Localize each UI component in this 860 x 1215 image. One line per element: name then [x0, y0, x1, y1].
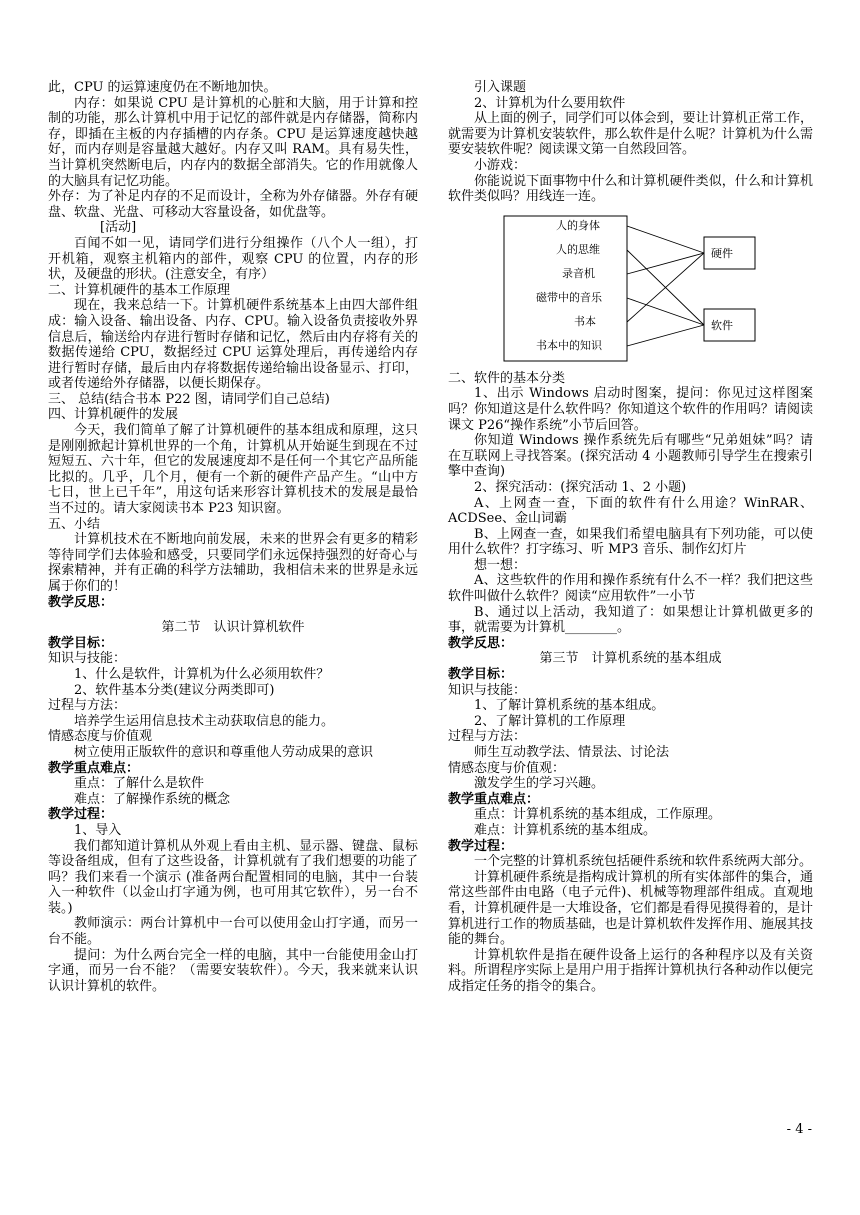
paragraph: 教学过程：: [48, 807, 114, 823]
paragraph: 重点：计算机系统的基本组成，工作原理。: [474, 807, 722, 823]
paragraph: 小游戏：: [474, 157, 527, 173]
paragraph: 教学目标：: [448, 667, 514, 683]
item-book: 书本: [574, 314, 596, 328]
paragraph: 1、出示 Windows 启动时图案，提问：你见过这样图案吗？你知道这是什么软件吗？你知道这个软件的作用吗？请阅读课文 P26“操作系统”小节后回答。: [448, 386, 813, 433]
paragraph: 2、了解计算机的工作原理: [474, 713, 626, 729]
paragraph: 现在，我来总结一下。计算机硬件系统基本上由四大部件组成：输入设备、输出设备、内存、CPU。输入设备负责接收外界信息后，输送给内存进行暂时存储和记忆，然后由内存将有关的数据传递给 CPU，数据经过 CPU 运算处理后，再传递给内存进行暂时存储，最后由内存将数据传递给输出设备显示、打印，或者传递给外存储器，以便长期保存。: [48, 298, 418, 392]
paragraph: 重点：了解什么是软件: [74, 776, 205, 792]
paragraph: 外存：为了补足内存的不足而设计，全称为外存储器。外存有硬盘、软盘、光盘、可移动大容量设备，如优盘等。: [48, 189, 418, 220]
paragraph: 2、计算机为什么要用软件: [474, 95, 626, 111]
paragraph: 难点：计算机系统的基本组成。: [474, 822, 657, 838]
paragraph: 2、探究活动：(探究活动 1、2 小题): [474, 479, 687, 495]
paragraph: 1、什么是软件，计算机为什么必须用软件？: [74, 666, 330, 682]
paragraph: 师生互动教学法、情景法、讨论法: [474, 745, 670, 760]
paragraph: 1、导入: [74, 822, 122, 838]
paragraph: 教学目标：: [48, 635, 114, 651]
paragraph: B、上网查一查，如果我们希望电脑具有下列功能，可以使用什么软件？打字练习、听 MP3 音乐、制作幻灯片: [448, 526, 813, 558]
paragraph: 百闻不如一见，请同学们进行分组操作（八个人一组），打开机箱，观察主机箱内的部件，观察 CPU 的位置，内存的形状，及硬盘的形状。(注意安全，有序）: [48, 235, 418, 283]
item-human-mind: 人的思维: [556, 242, 600, 256]
item-book-knowledge: 书本中的知识: [536, 338, 602, 352]
paragraph: 教学重点难点：: [448, 791, 540, 807]
paragraph: 过程与方法：: [48, 698, 127, 714]
target-software: 软件: [711, 318, 733, 332]
item-recorder: 录音机: [562, 266, 595, 280]
paragraph: 二、软件的基本分类: [448, 370, 566, 386]
paragraph: 四、计算机硬件的发展: [48, 407, 179, 423]
matching-diagram: [503, 215, 758, 363]
paragraph: 提问：为什么两台完全一样的电脑，其中一台能使用金山打字通，而另一台不能？（需要安装软件）。今天，我来就来认识认识计算机的软件。: [48, 947, 418, 994]
paragraph: 想一想：: [474, 557, 527, 573]
paragraph: 三、 总结(结合书本 P22 图，请同学们自己总结): [48, 391, 330, 407]
paragraph: 教学反思：: [448, 635, 514, 651]
right-top-text: [448, 80, 813, 205]
paragraph: 第二节 认识计算机软件: [161, 620, 305, 636]
paragraph: 我们都知道计算机从外观上看由主机、显示器、键盘、鼠标等设备组成，但有了这些设备，计算机就有了我们想要的功能了吗？我们来看一个演示 (准备两台配置相同的电脑，其中一台装入一种软件（以金山打字通为例，也可用其它软件），另一台不装。): [48, 838, 418, 916]
paragraph: 第三节 计算机系统的基本组成: [539, 651, 722, 667]
paragraph: 从上面的例子，同学们可以体会到，要让计算机正常工作，就需要为计算机安装软件，那么软件是什么呢？计算机为什么需要安装软件呢？阅读课文第一自然段回答。: [448, 111, 813, 158]
match-line: [627, 325, 704, 346]
right-bottom-text: [448, 371, 813, 995]
paragraph: 内存：如果说 CPU 是计算机的心脏和大脑，用于计算和控制的功能，那么计算机中用于记忆的部件就是内存储器，简称内存，即插在主板的内存插槽的内存条。CPU 是运算速度越快越好，而内存则是容量越大越好。内存又叫 RAM。具有易失性，当计算机突然断电后，内存内的数据全部消失。它的作用就像人的大脑具有记忆功能。: [48, 95, 418, 189]
paragraph: 1、了解计算机系统的基本组成。: [474, 698, 665, 714]
paragraph: 情感态度与价值观：: [448, 760, 566, 776]
paragraph: 五、小结: [48, 516, 101, 532]
target-hardware: 硬件: [711, 246, 733, 260]
left-column: [48, 80, 418, 994]
paragraph: [活动]: [100, 220, 137, 236]
item-human-body: 人的身体: [556, 218, 600, 232]
paragraph: 此，CPU 的运算速度仍在不断地加快。: [48, 80, 277, 95]
page-number: - 4 -: [786, 1122, 812, 1137]
paragraph: 难点：了解操作系统的概念: [74, 791, 231, 807]
paragraph: 知识与技能：: [48, 651, 127, 667]
paragraph: 树立使用正版软件的意识和尊重他人劳动成果的意识: [74, 744, 374, 760]
paragraph: 培养学生运用信息技术主动获取信息的能力。: [74, 713, 335, 729]
paragraph: 今天，我们简单了解了计算机硬件的基本组成和原理，这只是刚刚掀起计算机世界的一个角，计算机从开始诞生到现在不过短短五、六十年，但它的发展速度却不是任何一个其它产品所能比拟的。几乎，几个月，便有一个新的硬件产品产生。“山中方七日，世上已千年”，用这句话来形容计算机技术的发展是最恰当不过的。请大家阅读书本 P23 知识窗。: [48, 423, 418, 517]
paragraph: 引入课题: [474, 80, 527, 95]
paragraph: 计算机软件是指在硬件设备上运行的各种程序以及有关资料。所谓程序实际上是用户用于指挥计算机执行各种动作以便完成指定任务的指令的集合。: [448, 947, 813, 994]
paragraph: 计算机硬件系统是指构成计算机的所有实体部件的集合，通常这些部件由电路（电子元件)、机械等物理部件组成。直观地看，计算机硬件是一大堆设备，它们都是看得见摸得着的，是计算机进行工作的物质基础，也是计算机软件发挥作用、施展其技能的舞台。: [448, 869, 813, 948]
paragraph: 你能说说下面事物中什么和计算机硬件类似，什么和计算机软件类似吗？用线连一连。: [448, 173, 813, 205]
right-column: [448, 80, 813, 995]
paragraph: A、这些软件的作用和操作系统有什么不一样？我们把这些软件叫做什么软件？阅读“应用软件”一小节: [448, 573, 813, 605]
paragraph: [48, 610, 418, 620]
item-tape-music: 磁带中的音乐: [536, 290, 602, 304]
paragraph: 教学反思：: [48, 594, 114, 610]
match-line: [627, 226, 704, 253]
paragraph: B、通过以上活动，我知道了：如果想让计算机做更多的事，就需要为计算机________。: [448, 604, 813, 636]
paragraph: 情感态度与价值观: [48, 729, 153, 745]
paragraph: 2、软件基本分类(建议分两类即可): [74, 682, 275, 698]
paragraph: 二、计算机硬件的基本工作原理: [48, 282, 231, 298]
paragraph: 你知道 Windows 操作系统先后有哪些“兄弟姐妹”吗？请在互联网上寻找答案。(探究活动 4 小题教师引导学生在搜索引擎中查询): [448, 433, 813, 480]
paragraph: 激发学生的学习兴趣。: [474, 776, 605, 792]
paragraph: A、上网查一查，下面的软件有什么用途？WinRAR、ACDSee、金山词霸: [448, 495, 813, 527]
paragraph: 教师演示：两台计算机中一台可以使用金山打字通，而另一台不能。: [48, 916, 418, 948]
paragraph: 一个完整的计算机系统包括硬件系统和软件系统两大部分。: [474, 854, 813, 870]
paragraph: 教学过程：: [448, 838, 514, 854]
paragraph: 过程与方法：: [448, 729, 527, 745]
paragraph: 教学重点难点：: [48, 760, 140, 776]
paragraph: 知识与技能：: [448, 682, 527, 698]
paragraph: 计算机技术在不断地向前发展，未来的世界会有更多的精彩等待同学们去体验和感受，只要同学们永远保持强烈的好奇心与探索精神，并有正确的科学方法辅助，我相信未来的世界是永远属于你们的！: [48, 532, 418, 594]
